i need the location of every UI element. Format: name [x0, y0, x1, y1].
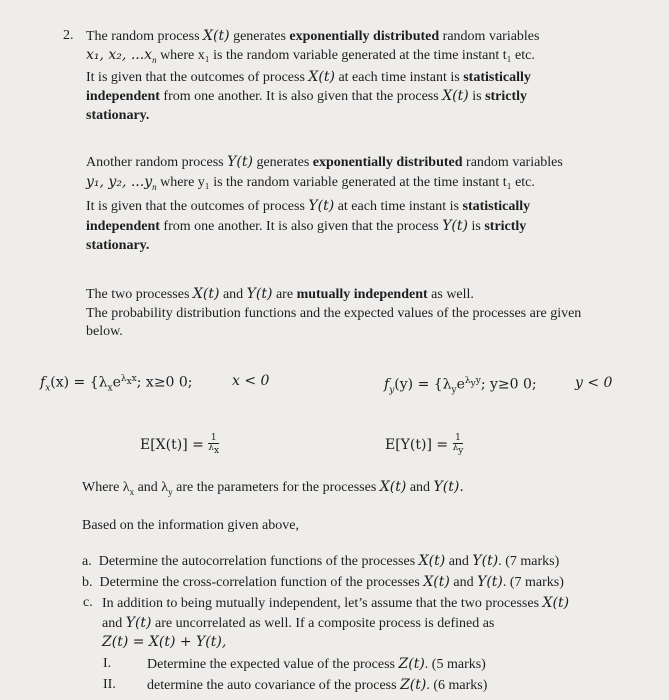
- bold-text: stationary.: [86, 238, 150, 253]
- text: . (5 marks): [424, 657, 486, 672]
- text: Determine the cross-correlation function of the processes: [99, 575, 424, 590]
- text: from one another. It is also given that the process: [159, 89, 443, 104]
- item-label: b.: [82, 575, 93, 590]
- text: as well.: [427, 287, 474, 302]
- pdf-y-equation: [384, 372, 537, 399]
- p2-line3: [86, 197, 530, 216]
- math: f: [384, 376, 390, 393]
- math: Y(t): [442, 218, 468, 234]
- math-sub: y: [389, 385, 395, 396]
- item-a: [82, 552, 559, 571]
- math-sup: λ: [120, 374, 127, 384]
- text: from one another. It is also given that the process: [159, 219, 443, 234]
- text: Determine the autocorrelation functions of the processes: [98, 554, 419, 569]
- math: ; y≥0 0;: [480, 376, 537, 393]
- text: where y₁ is the random variable generated at the time instant t₁ etc.: [156, 175, 535, 190]
- math: X(t): [203, 28, 230, 44]
- text: determine the auto covariance of the process: [147, 678, 401, 693]
- math: X(t): [542, 595, 570, 611]
- question-number: 2.: [63, 28, 74, 43]
- text: The two processes: [86, 287, 193, 302]
- text: is: [468, 89, 486, 104]
- p3-line1: [86, 285, 474, 304]
- math: X(t): [423, 574, 450, 590]
- p1-line4: [86, 87, 527, 106]
- denominator-sub: x: [214, 445, 220, 456]
- text: random variables: [462, 155, 563, 170]
- math: Z(t): [400, 677, 427, 693]
- text: and: [102, 616, 126, 631]
- bold-text: statistically: [462, 199, 531, 214]
- math: Z(t): [398, 656, 425, 672]
- bold-text: stationary.: [86, 108, 150, 123]
- text: In addition to being mutually independent, let’s assume that the two processes: [102, 596, 543, 611]
- math-sup-sub: x: [126, 376, 132, 387]
- math-sup-sub: y: [470, 378, 476, 389]
- sub-item-i-label: I.: [103, 656, 112, 671]
- math: (x) = {λ: [50, 374, 108, 391]
- text: Another random process: [86, 155, 228, 170]
- math: y₁, y₂, ...y: [86, 174, 153, 190]
- pdf-y-condition: [575, 374, 612, 392]
- p2-line5: [86, 237, 149, 255]
- text: . (7 marks): [502, 575, 564, 590]
- text: at each time instant is: [334, 70, 464, 85]
- text: random variables: [439, 29, 540, 44]
- sub-item-ii: [147, 676, 487, 695]
- text: are the parameters for the processes: [172, 480, 380, 495]
- bold-text: strictly: [485, 89, 528, 104]
- text: . (6 marks): [426, 678, 488, 693]
- math: Y(t): [125, 615, 152, 631]
- expected-x-equation: [140, 434, 219, 456]
- math-sub: n: [152, 54, 157, 65]
- math: X(t): [379, 479, 407, 495]
- math: ; x≥0 0;: [136, 374, 193, 391]
- math-sup: λ: [464, 376, 471, 386]
- where-line: [82, 478, 464, 501]
- text: It is given that the outcomes of process: [86, 199, 309, 214]
- math-sub: y: [168, 486, 173, 497]
- math: (y) = {λ: [394, 376, 452, 393]
- denominator: λ: [452, 443, 459, 453]
- math-sub: x: [45, 383, 51, 394]
- text: and: [219, 287, 247, 302]
- math: x < 0: [232, 373, 270, 389]
- math-sub: y: [451, 385, 457, 396]
- math-sub: x: [129, 486, 135, 497]
- pdf-x-condition: [232, 372, 269, 390]
- c-line3: [102, 633, 226, 651]
- math: X(t): [308, 69, 335, 85]
- math: Y(t): [472, 553, 499, 569]
- text: are uncorrelated as well. If a composite process is defined as: [151, 616, 495, 631]
- text: where x₁ is the random variable generated at the time instant t₁ etc.: [156, 48, 535, 63]
- denominator-sub: y: [458, 445, 464, 456]
- math: Z(t) = X(t) + Y(t),: [102, 634, 227, 650]
- text: and: [449, 575, 478, 590]
- numerator: 1: [208, 434, 219, 444]
- text: are: [272, 287, 297, 302]
- p3-line3: below.: [86, 324, 123, 339]
- bold-text: independent: [86, 219, 160, 234]
- math: Y(t): [477, 574, 503, 590]
- math: f: [40, 374, 46, 391]
- p1-line1: [86, 27, 539, 46]
- fraction: [208, 434, 219, 456]
- math: E[Y(t)] =: [385, 436, 449, 453]
- c-line2: [102, 614, 494, 633]
- text: Determine the expected value of the process: [147, 657, 399, 672]
- text: The random process: [86, 29, 204, 44]
- math-sup: x: [131, 374, 137, 384]
- sub-item-i: [147, 655, 486, 674]
- bold-text: exponentially distributed: [312, 155, 463, 170]
- p2-line4: [86, 217, 526, 236]
- math-sub: n: [152, 181, 157, 192]
- p2-line2: [86, 173, 535, 196]
- math: X(t): [418, 553, 446, 569]
- math: Y(t): [246, 286, 273, 302]
- math: X(t): [442, 88, 469, 104]
- math: X(t): [192, 286, 220, 302]
- fraction: [453, 434, 464, 456]
- bold-text: exponentially distributed: [289, 29, 440, 44]
- p1-line5: [86, 107, 149, 125]
- text: at each time instant is: [334, 199, 463, 214]
- text: . (7 marks): [498, 554, 560, 569]
- bold-text: strictly: [484, 219, 527, 234]
- text: and: [445, 554, 473, 569]
- p1-line2: [86, 46, 535, 69]
- item-b: [82, 573, 564, 592]
- numerator: 1: [453, 434, 464, 444]
- c-line1: [102, 594, 569, 613]
- bold-text: statistically: [463, 70, 531, 85]
- bold-text: independent: [86, 89, 160, 104]
- math: y < 0: [575, 375, 613, 391]
- item-label: a.: [82, 554, 92, 569]
- text: is: [467, 219, 485, 234]
- p2-line1: [86, 153, 563, 172]
- text: generates: [229, 29, 290, 44]
- text: and: [406, 480, 434, 495]
- math: Y(t): [227, 154, 253, 170]
- math: e: [456, 376, 465, 393]
- expected-y-equation: [385, 434, 463, 456]
- math: E[X(t)] =: [140, 436, 204, 453]
- p3-line2: The probability distribution functions and the expected values of the processes are given: [86, 306, 582, 321]
- sub-item-ii-label: II.: [103, 677, 116, 692]
- text: It is given that the outcomes of process: [86, 70, 309, 85]
- based-line: Based on the information given above,: [82, 518, 299, 533]
- p1-line3: [86, 68, 531, 87]
- text: Where λ: [82, 480, 130, 495]
- math-sup: y: [475, 376, 481, 386]
- math: e: [112, 374, 121, 391]
- text: generates: [252, 155, 313, 170]
- math-sub: x: [107, 383, 113, 394]
- math: Y(t): [308, 198, 335, 214]
- pdf-x-equation: [40, 370, 193, 397]
- math: x₁, x₂, ...x: [86, 47, 153, 63]
- item-c-label: c.: [83, 595, 93, 610]
- text: and λ: [134, 480, 169, 495]
- denominator: λ: [208, 443, 215, 453]
- bold-text: mutually independent: [296, 287, 428, 302]
- math: Y(t).: [433, 479, 464, 495]
